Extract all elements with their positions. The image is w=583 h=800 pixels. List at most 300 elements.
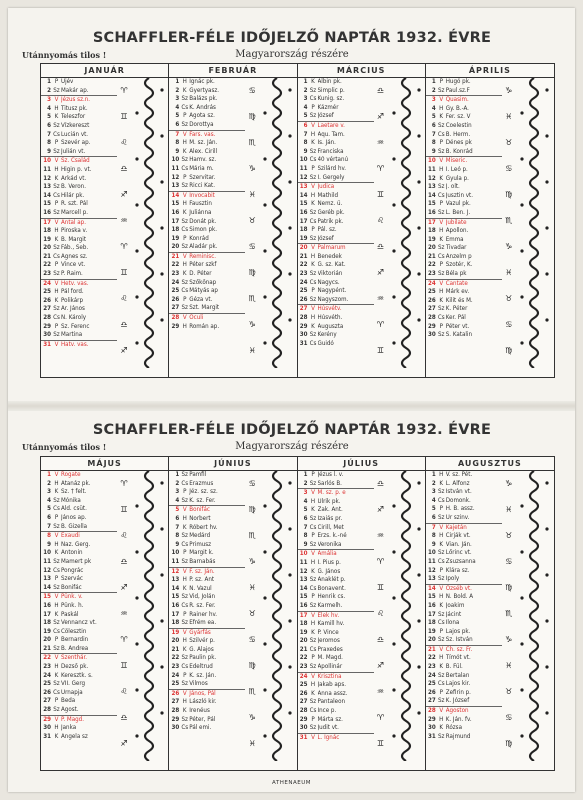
month-name: JÚLIUS bbox=[298, 457, 425, 471]
saint-name: Jakab aps. bbox=[317, 681, 346, 689]
saint-name: Húsvéth. bbox=[317, 314, 343, 322]
zodiac-sign-icon: ♎ bbox=[376, 479, 385, 488]
day-row bbox=[298, 698, 374, 707]
top-calendar-panel bbox=[22, 8, 562, 401]
day-list bbox=[41, 471, 117, 741]
day-number: 21 bbox=[428, 645, 436, 653]
weekday: K bbox=[54, 235, 59, 243]
saint-name: B. Herm. bbox=[445, 130, 471, 138]
saint-name: Ulrik pk. bbox=[317, 497, 341, 505]
day-number: 18 bbox=[299, 620, 308, 628]
weekday: Sz bbox=[309, 86, 317, 94]
saint-name: Norbert bbox=[189, 514, 211, 522]
saint-name: Jéz. sz. sz. bbox=[189, 488, 218, 496]
day-number: 11 bbox=[43, 165, 51, 173]
day-number: 6 bbox=[175, 514, 180, 522]
saint-name: Pál. sz. bbox=[317, 226, 337, 234]
saint-name: K. András bbox=[189, 103, 216, 111]
day-number: 24 bbox=[299, 672, 308, 680]
weekday: V bbox=[439, 96, 444, 104]
day-number: 29 bbox=[171, 715, 180, 723]
saint-name: Teleszfor bbox=[61, 113, 86, 121]
day-number: 5 bbox=[431, 113, 436, 121]
day-number: 13 bbox=[428, 575, 436, 583]
saint-name: Hatv. vas. bbox=[61, 340, 89, 348]
weekday: K bbox=[439, 663, 444, 671]
weather-wave-icon bbox=[388, 471, 424, 761]
saint-name: Pünk. v. bbox=[61, 593, 83, 601]
day-number: 23 bbox=[428, 270, 436, 278]
weekday: H bbox=[439, 165, 444, 173]
weekday: H bbox=[182, 200, 187, 208]
weekday: V bbox=[182, 689, 187, 697]
zodiac-sign-icon: ♎ bbox=[120, 557, 128, 566]
day-row bbox=[169, 112, 245, 121]
day-row bbox=[41, 523, 117, 533]
day-row bbox=[426, 558, 502, 567]
day-number: 31 bbox=[43, 732, 51, 740]
day-row bbox=[298, 192, 374, 201]
day-number: 19 bbox=[428, 235, 436, 243]
zodiac-sign-icon: ♐ bbox=[376, 268, 385, 277]
day-row bbox=[298, 104, 374, 113]
saint-name: Róbert hv. bbox=[189, 523, 218, 531]
zodiac-sign-icon: ♒ bbox=[120, 216, 128, 225]
weekday: K bbox=[182, 645, 187, 653]
day-row bbox=[426, 471, 502, 480]
saint-name: Keresztk. s. bbox=[61, 671, 93, 679]
day-row bbox=[41, 261, 117, 270]
saint-name: Ágnes sz. bbox=[61, 252, 88, 260]
day-number: 6 bbox=[431, 121, 436, 129]
saint-name: József bbox=[317, 234, 334, 242]
day-row bbox=[41, 689, 117, 698]
day-number: 24 bbox=[299, 278, 308, 286]
day-number: 13 bbox=[171, 576, 180, 584]
saint-name: Hugó pk. bbox=[445, 78, 471, 85]
saint-name: Janka bbox=[61, 724, 77, 732]
day-row bbox=[298, 305, 374, 314]
day-row bbox=[426, 619, 502, 628]
saint-name: Szevér ap. bbox=[61, 139, 91, 147]
zodiac-sign-icon: ♋ bbox=[248, 479, 256, 488]
weekday: Sz bbox=[309, 637, 317, 645]
day-number: 10 bbox=[171, 156, 180, 164]
saint-name: Fausztin bbox=[189, 200, 212, 208]
day-number: 23 bbox=[299, 663, 308, 671]
day-number: 24 bbox=[428, 671, 436, 679]
saint-name: Sz. † felt. bbox=[61, 488, 87, 496]
day-row bbox=[426, 480, 502, 489]
saint-name: Szt. Margit bbox=[189, 304, 220, 312]
day-number: 8 bbox=[303, 139, 308, 147]
day-number: 25 bbox=[171, 287, 180, 295]
saint-name: H. B. assz. bbox=[445, 505, 475, 513]
day-row bbox=[426, 78, 502, 87]
zodiac-sign-icon: ♋ bbox=[248, 635, 256, 644]
weekday: V bbox=[54, 340, 59, 348]
day-row bbox=[41, 200, 117, 209]
saint-name: Áld. csüt. bbox=[61, 505, 87, 513]
weekday: P bbox=[439, 139, 443, 147]
saint-name: Albin pk. bbox=[317, 78, 342, 85]
weekday: K bbox=[439, 540, 444, 548]
day-row bbox=[298, 716, 374, 725]
weekday: P bbox=[54, 200, 59, 208]
day-row bbox=[169, 165, 245, 174]
day-row bbox=[426, 628, 502, 637]
saint-name: Higin p. vt. bbox=[61, 165, 92, 173]
day-number: 15 bbox=[299, 200, 308, 208]
day-number: 21 bbox=[299, 645, 308, 653]
day-number: 21 bbox=[428, 252, 436, 260]
day-number: 31 bbox=[299, 339, 308, 347]
day-number: 30 bbox=[428, 724, 436, 732]
day-number: 29 bbox=[299, 322, 308, 330]
saint-name: Pantaleon bbox=[317, 698, 346, 706]
day-row bbox=[426, 646, 502, 655]
weather-wave-icon bbox=[259, 471, 295, 761]
day-number: 9 bbox=[303, 147, 308, 155]
weekday: Sz bbox=[438, 513, 445, 521]
zodiac-column bbox=[246, 78, 258, 364]
saint-name: Judit vt. bbox=[317, 724, 339, 732]
saint-name: Cirják vt. bbox=[445, 532, 471, 540]
day-row bbox=[41, 716, 117, 725]
day-row bbox=[41, 209, 117, 219]
day-row bbox=[426, 497, 502, 506]
zodiac-sign-icon: ♑ bbox=[248, 557, 256, 566]
printer-mark: ATHENAEUM bbox=[272, 780, 311, 786]
weekday: Sz bbox=[438, 183, 445, 191]
day-row bbox=[169, 156, 245, 165]
saint-name: B. Konrád bbox=[445, 147, 473, 155]
saint-name: K. Péter bbox=[445, 305, 468, 313]
weekday: H bbox=[54, 479, 59, 487]
saint-name: Is. Ján. bbox=[317, 139, 336, 147]
saint-name: Jézus sz.n. bbox=[61, 96, 91, 104]
day-number: 26 bbox=[171, 295, 180, 303]
weekday: H bbox=[54, 104, 59, 112]
calendar-subtitle: Magyarország részére bbox=[235, 441, 349, 452]
saint-name: Patrik pk. bbox=[317, 217, 344, 225]
zodiac-sign-icon: ♍ bbox=[505, 346, 513, 355]
saint-name: Sarlós B. bbox=[317, 479, 342, 487]
saint-name: B. Gizella bbox=[61, 522, 88, 530]
saint-name: Péter szkf bbox=[189, 261, 217, 269]
saint-name: Apollon. bbox=[445, 227, 469, 235]
saint-name: R. szt. Pál bbox=[61, 200, 88, 208]
saint-name: Rajmund bbox=[445, 732, 471, 740]
weekday: Sz bbox=[53, 522, 60, 530]
day-number: 28 bbox=[171, 707, 180, 715]
weekday: P bbox=[439, 200, 443, 208]
month-grid bbox=[40, 63, 555, 378]
zodiac-sign-icon: ♊ bbox=[376, 190, 385, 199]
day-number: 29 bbox=[428, 715, 436, 723]
day-number: 2 bbox=[431, 479, 436, 487]
weekday: Sz bbox=[309, 698, 317, 706]
weekday: Sz bbox=[53, 121, 60, 129]
saint-name: B. Fül. bbox=[445, 663, 463, 671]
weekday: V bbox=[54, 532, 59, 540]
weekday: Sz bbox=[438, 244, 445, 252]
day-list bbox=[169, 471, 245, 733]
day-number: 16 bbox=[43, 601, 51, 609]
day-row bbox=[169, 576, 245, 585]
day-row bbox=[426, 236, 502, 245]
saint-name: N. Károly bbox=[61, 314, 87, 322]
weekday: Sz bbox=[309, 331, 317, 339]
day-number: 4 bbox=[175, 496, 180, 504]
day-number: 8 bbox=[47, 139, 51, 147]
saint-name: Barnabás bbox=[189, 557, 216, 565]
zodiac-sign-icon: ♒ bbox=[376, 687, 385, 696]
zodiac-sign-icon: ♐ bbox=[120, 583, 128, 592]
day-row bbox=[169, 558, 245, 568]
weekday: H bbox=[54, 227, 59, 235]
weekday: H bbox=[182, 514, 187, 522]
saint-name: Ker. Pál bbox=[445, 314, 466, 322]
saint-name: Húsvétv. bbox=[317, 305, 342, 313]
day-row bbox=[169, 646, 245, 655]
weekday: H bbox=[439, 227, 444, 235]
saint-name: Atanáz pk. bbox=[61, 479, 91, 487]
day-row bbox=[298, 663, 374, 673]
month-name: FEBRUÁR bbox=[169, 64, 296, 78]
weekday: Sz bbox=[53, 619, 60, 627]
day-row bbox=[298, 131, 374, 140]
day-row bbox=[426, 305, 502, 314]
day-number: 2 bbox=[303, 86, 308, 94]
saint-name: Tímót vt. bbox=[445, 654, 471, 662]
weekday: H bbox=[54, 540, 59, 548]
weekday: V bbox=[311, 733, 315, 741]
day-number: 26 bbox=[428, 688, 436, 696]
day-number: 14 bbox=[299, 584, 308, 592]
day-row bbox=[169, 541, 245, 550]
weekday: Sz bbox=[181, 496, 188, 504]
zodiac-sign-icon: ♊ bbox=[120, 268, 128, 277]
zodiac-sign-icon: ♉ bbox=[505, 294, 513, 303]
day-row bbox=[426, 157, 502, 166]
day-number: 6 bbox=[47, 513, 51, 521]
saint-name: Joakim bbox=[445, 601, 465, 609]
weekday: Sz bbox=[438, 575, 445, 583]
weekday: K bbox=[182, 707, 187, 715]
day-number: 23 bbox=[43, 663, 51, 671]
day-number: 7 bbox=[175, 130, 180, 138]
day-row bbox=[426, 139, 502, 148]
weekday: Cs bbox=[309, 217, 317, 225]
day-row bbox=[298, 261, 374, 270]
day-number: 7 bbox=[47, 130, 51, 138]
saint-name: Simon pk. bbox=[189, 226, 217, 234]
saint-name: N. Vazul bbox=[189, 584, 212, 592]
weekday: K bbox=[54, 610, 59, 618]
day-number: 1 bbox=[303, 471, 308, 478]
day-number: 25 bbox=[43, 288, 51, 296]
zodiac-sign-icon: ♋ bbox=[505, 320, 513, 329]
day-number: 28 bbox=[299, 707, 308, 715]
day-number: 13 bbox=[43, 183, 51, 191]
saint-name: Amália bbox=[317, 550, 337, 558]
saint-name: Dénes pk bbox=[445, 139, 472, 147]
day-row bbox=[169, 532, 245, 541]
day-number: 16 bbox=[171, 601, 180, 609]
saint-name: László kir. bbox=[189, 698, 217, 706]
saint-name: D. Péter bbox=[189, 270, 212, 278]
weekday: Cs bbox=[309, 523, 317, 531]
weekday: V bbox=[311, 183, 315, 191]
weather-wave-icon bbox=[388, 78, 424, 368]
day-number: 6 bbox=[175, 120, 180, 128]
zodiac-sign-icon: ♍ bbox=[505, 190, 513, 199]
day-number: 16 bbox=[171, 208, 180, 216]
day-number: 11 bbox=[428, 557, 436, 565]
day-row bbox=[41, 584, 117, 594]
saint-name: Kilit és M. bbox=[445, 296, 473, 304]
day-row bbox=[426, 244, 502, 253]
weekday: Sz bbox=[53, 706, 60, 714]
day-row bbox=[169, 104, 245, 113]
day-row bbox=[426, 261, 502, 270]
weekday: H bbox=[310, 620, 316, 628]
weekday: P bbox=[54, 139, 59, 147]
day-row bbox=[41, 636, 117, 645]
day-row bbox=[426, 585, 502, 594]
day-row bbox=[426, 593, 502, 602]
day-number: 17 bbox=[299, 217, 308, 225]
day-row bbox=[426, 148, 502, 158]
day-number: 25 bbox=[428, 288, 436, 296]
zodiac-sign-icon: ♓ bbox=[248, 346, 256, 355]
day-number: 26 bbox=[171, 689, 180, 697]
weekday: V bbox=[54, 654, 59, 662]
day-row bbox=[298, 724, 374, 734]
saint-name: G. sz. Kat. bbox=[317, 261, 346, 269]
weekday: Sz bbox=[438, 549, 445, 557]
day-number: 15 bbox=[43, 200, 51, 208]
zodiac-sign-icon: ♍ bbox=[248, 505, 256, 514]
month-column bbox=[426, 64, 554, 377]
saint-name: Bernardin bbox=[61, 636, 89, 644]
saint-name: J. olt. bbox=[445, 183, 460, 191]
day-number: 8 bbox=[431, 139, 436, 147]
weekday: P bbox=[183, 234, 187, 242]
day-number: 10 bbox=[43, 549, 51, 557]
saint-name: Zsuzsanna bbox=[445, 557, 476, 565]
day-row bbox=[169, 593, 245, 602]
weekday: K bbox=[54, 113, 59, 121]
weekday: Cs bbox=[53, 314, 60, 322]
saint-name: Erzs. k.-né bbox=[317, 532, 347, 540]
day-row bbox=[426, 270, 502, 280]
day-number: 31 bbox=[299, 733, 308, 741]
day-number: 22 bbox=[299, 261, 308, 269]
saint-name: Gyertyasz. bbox=[189, 86, 220, 94]
saint-name: Hetv. vas. bbox=[61, 279, 89, 287]
day-number: 30 bbox=[171, 724, 180, 732]
day-number: 5 bbox=[175, 112, 180, 120]
day-number: 29 bbox=[43, 715, 51, 723]
saint-name: Dorottya bbox=[189, 120, 214, 128]
day-row bbox=[41, 113, 117, 122]
day-row bbox=[298, 218, 374, 227]
saint-name: Nagypént. bbox=[317, 287, 347, 295]
weekday: Sz bbox=[438, 488, 445, 496]
day-row bbox=[41, 192, 117, 201]
day-row bbox=[169, 287, 245, 296]
day-row bbox=[298, 174, 374, 184]
weekday: Sz bbox=[309, 173, 317, 181]
weekday: V bbox=[182, 314, 187, 322]
day-row bbox=[41, 87, 117, 97]
saint-name: Anna assz. bbox=[317, 689, 348, 697]
zodiac-sign-icon: ♉ bbox=[505, 138, 513, 147]
saint-name: Kázmér bbox=[317, 103, 339, 111]
weekday: H bbox=[439, 715, 444, 723]
day-number: 20 bbox=[428, 244, 436, 252]
day-row bbox=[169, 515, 245, 524]
weekday: Sz bbox=[53, 331, 60, 339]
day-number: 18 bbox=[43, 227, 51, 235]
day-row bbox=[298, 489, 374, 498]
weekday: P bbox=[311, 715, 315, 723]
saint-name: Aladár pk. bbox=[189, 243, 218, 251]
day-row bbox=[298, 646, 374, 655]
day-row bbox=[298, 593, 374, 602]
saint-name: Pál emi. bbox=[189, 724, 212, 732]
saint-name: M. sz. p. e bbox=[317, 489, 346, 497]
saint-name: Péter, Pál bbox=[189, 715, 216, 723]
weekday: Sz bbox=[309, 540, 317, 548]
saint-name: Ágost. bbox=[61, 706, 79, 714]
saint-name: G. Alajos bbox=[189, 645, 214, 653]
saint-name: Makár ap. bbox=[61, 86, 89, 94]
day-row bbox=[426, 663, 502, 672]
day-row bbox=[41, 505, 117, 514]
zodiac-sign-icon: ♓ bbox=[248, 583, 256, 592]
zodiac-sign-icon: ♍ bbox=[248, 661, 256, 670]
saint-name: Medárd bbox=[189, 532, 211, 540]
zodiac-sign-icon: ♒ bbox=[120, 609, 128, 618]
day-row bbox=[298, 87, 374, 96]
weekday: Sz bbox=[438, 732, 445, 740]
day-number: 27 bbox=[171, 304, 180, 312]
zodiac-sign-icon: ♍ bbox=[505, 739, 513, 748]
day-row bbox=[426, 288, 502, 297]
day-row bbox=[298, 112, 374, 122]
day-number: 30 bbox=[299, 331, 308, 339]
weekday: K bbox=[311, 261, 315, 269]
day-number: 6 bbox=[303, 514, 308, 522]
saint-name: Rogate bbox=[61, 471, 81, 478]
weekday: Sz bbox=[438, 636, 445, 644]
zodiac-sign-icon: ♎ bbox=[120, 164, 128, 173]
day-number: 7 bbox=[303, 523, 308, 531]
saint-name: Exaudi bbox=[61, 532, 80, 540]
day-number: 5 bbox=[175, 506, 180, 514]
calendar-title: SCHAFFLER-FÉLE IDŐJELZŐ NAPTÁR 1932. ÉVRE bbox=[92, 422, 492, 438]
day-row bbox=[169, 243, 245, 253]
day-row bbox=[426, 183, 502, 192]
weekday: P bbox=[54, 513, 59, 521]
weekday: V bbox=[54, 593, 59, 601]
zodiac-sign-icon: ♏ bbox=[505, 216, 513, 225]
weekday: Sz bbox=[438, 671, 445, 679]
saint-name: S. Katalin bbox=[445, 331, 472, 339]
